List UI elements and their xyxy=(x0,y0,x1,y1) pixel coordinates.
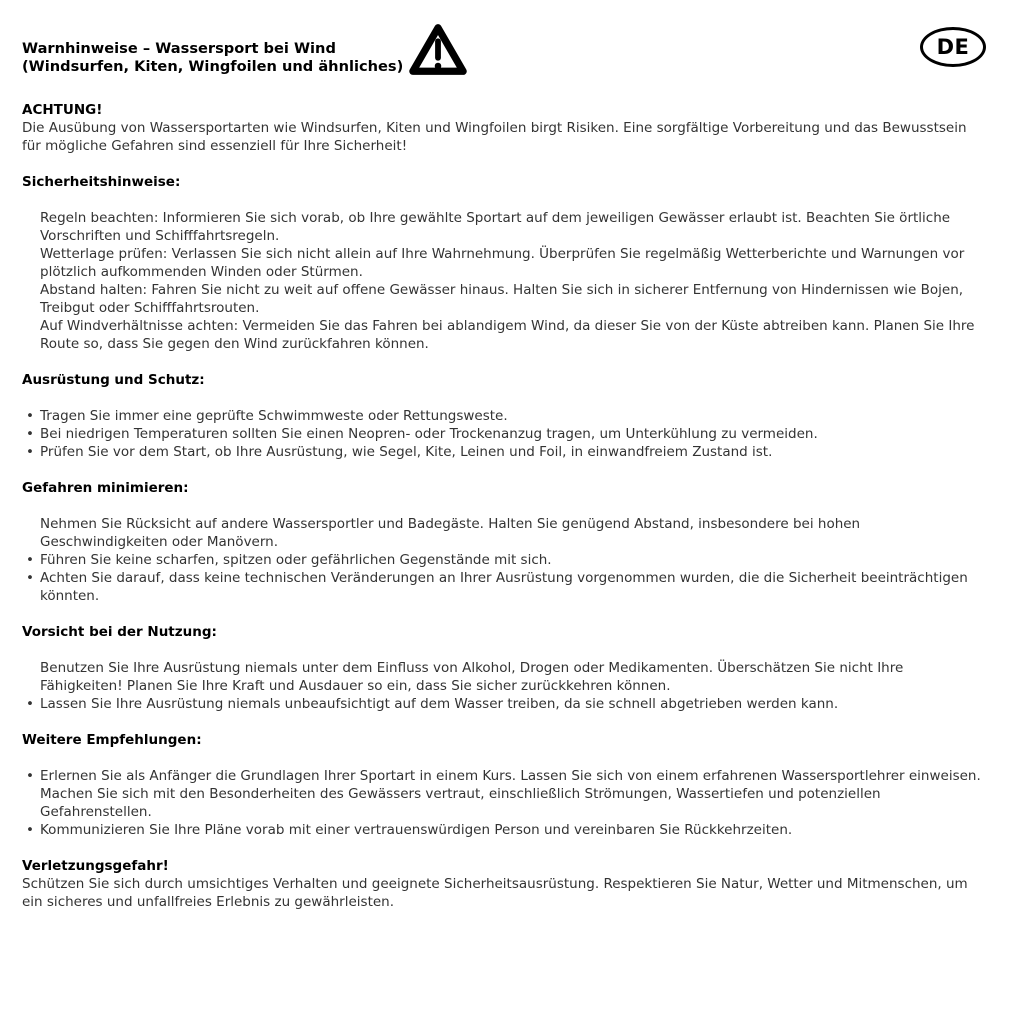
section-sicherheitshinweise xyxy=(22,173,986,353)
list-item: • Prüfen Sie vor dem Start, ob Ihre Ausrüstung, wie Segel, Kite, Leinen und Foil, in einwandfreiem Zustand ist. xyxy=(22,443,986,461)
document-title-block xyxy=(22,40,403,76)
list-item: • Kommunizieren Sie Ihre Pläne vorab mit einer vertrauenswürdigen Person und vereinbaren Sie Rückkehrzeiten. xyxy=(22,821,986,839)
language-badge: DE xyxy=(920,27,986,67)
gefahren-heading: Gefahren minimieren: xyxy=(22,480,189,496)
sicherheitshinweise-heading: Sicherheitshinweise: xyxy=(22,174,181,190)
list-item: • Führen Sie keine scharfen, spitzen oder gefährlichen Gegenstände mit sich. xyxy=(22,551,986,569)
section-vorsicht xyxy=(22,623,986,713)
empfehlungen-list xyxy=(22,767,986,839)
achtung-paragraph: Die Ausübung von Wassersportarten wie Windsurfen, Kiten und Wingfoilen birgt Risiken. Eine sorgfältige Vorbereitung und das Bewusstsein für mögliche Gefahren sind essenziell für Ihre Sicherheit! xyxy=(22,120,967,154)
section-ausruestung xyxy=(22,371,986,461)
list-item: • Erlernen Sie als Anfänger die Grundlagen Ihrer Sportart in einem Kurs. Lassen Sie sich von einem erfahrenen Wassersportlehrer einweisen. xyxy=(22,767,986,785)
gefahren-list xyxy=(22,515,986,605)
section-achtung xyxy=(22,101,986,155)
sicherheitshinweise-list xyxy=(22,209,986,353)
vorsicht-list xyxy=(22,659,986,713)
list-item: Regeln beachten: Informieren Sie sich vorab, ob Ihre gewählte Sportart auf dem jeweiligen Gewässer erlaubt ist. Beachten Sie örtliche Vorschriften und Schifffahrtsregeln. xyxy=(40,210,951,244)
ausruestung-heading: Ausrüstung und Schutz: xyxy=(22,372,205,388)
list-item: Wetterlage prüfen: Verlassen Sie sich nicht allein auf Ihre Wahrnehmung. Überprüfen Sie regelmäßig Wetterberichte und Warnungen vor plötzlich aufkommenden Winden oder Stürmen. xyxy=(40,246,965,280)
list-item: • Bei niedrigen Temperaturen sollten Sie einen Neopren- oder Trockenanzug tragen, um Unterkühlung zu vermeiden. xyxy=(22,425,986,443)
ausruestung-list xyxy=(22,407,986,461)
list-item: Auf Windverhältnisse achten: Vermeiden Sie das Fahren bei ablandigem Wind, da dieser Sie von der Küste abtreiben kann. Planen Sie Ihre Route so, dass Sie gegen den Wind zurückfahren können. xyxy=(40,318,975,352)
section-gefahren xyxy=(22,479,986,605)
list-item: Abstand halten: Fahren Sie nicht zu weit auf offene Gewässer hinaus. Halten Sie sich in sicherer Entfernung von Hindernissen wie Bojen, Treibgut oder Schifffahrtsrouten. xyxy=(40,282,964,316)
empfehlungen-heading: Weitere Empfehlungen: xyxy=(22,732,202,748)
verletzungsgefahr-heading: Verletzungsgefahr! xyxy=(22,858,169,874)
verletzungsgefahr-paragraph: Schützen Sie sich durch umsichtiges Verhalten und geeignete Sicherheitsausrüstung. Respektieren Sie Natur, Wetter und Mitmenschen, um ein sicheres und unfallfreies Erlebnis zu gewährleisten. xyxy=(22,876,968,910)
section-empfehlungen xyxy=(22,731,986,839)
list-item: Machen Sie sich mit den Besonderheiten des Gewässers vertraut, einschließlich Strömungen, Wassertiefen und potenziellen Gefahrenstellen. xyxy=(40,786,881,820)
document-header xyxy=(22,22,986,80)
list-item: Benutzen Sie Ihre Ausrüstung niemals unter dem Einfluss von Alkohol, Drogen oder Medikamenten. Überschätzen Sie nicht Ihre Fähigkeiten! Planen Sie Ihre Kraft und Ausdauer so ein, dass Sie sicher zurückkehren können. xyxy=(40,660,904,694)
document-title: Warnhinweise – Wassersport bei Wind xyxy=(22,40,336,57)
warning-triangle-icon xyxy=(407,22,469,80)
document-subtitle: (Windsurfen, Kiten, Wingfoilen und ähnliches) xyxy=(22,58,404,75)
list-item: • Achten Sie darauf, dass keine technischen Veränderungen an Ihrer Ausrüstung vorgenommen wurden, die die Sicherheit beeinträchtigen könnten. xyxy=(22,569,986,605)
achtung-heading: ACHTUNG! xyxy=(22,102,103,118)
list-item: • Tragen Sie immer eine geprüfte Schwimmweste oder Rettungsweste. xyxy=(22,407,986,425)
vorsicht-heading: Vorsicht bei der Nutzung: xyxy=(22,624,217,640)
list-item: Nehmen Sie Rücksicht auf andere Wassersportler und Badegäste. Halten Sie genügend Abstand, insbesondere bei hohen Geschwindigkeiten oder Manövern. xyxy=(40,516,861,550)
section-verletzungsgefahr xyxy=(22,857,986,911)
list-item: • Lassen Sie Ihre Ausrüstung niemals unbeaufsichtigt auf dem Wasser treiben, da sie schnell abgetrieben werden kann. xyxy=(22,695,986,713)
